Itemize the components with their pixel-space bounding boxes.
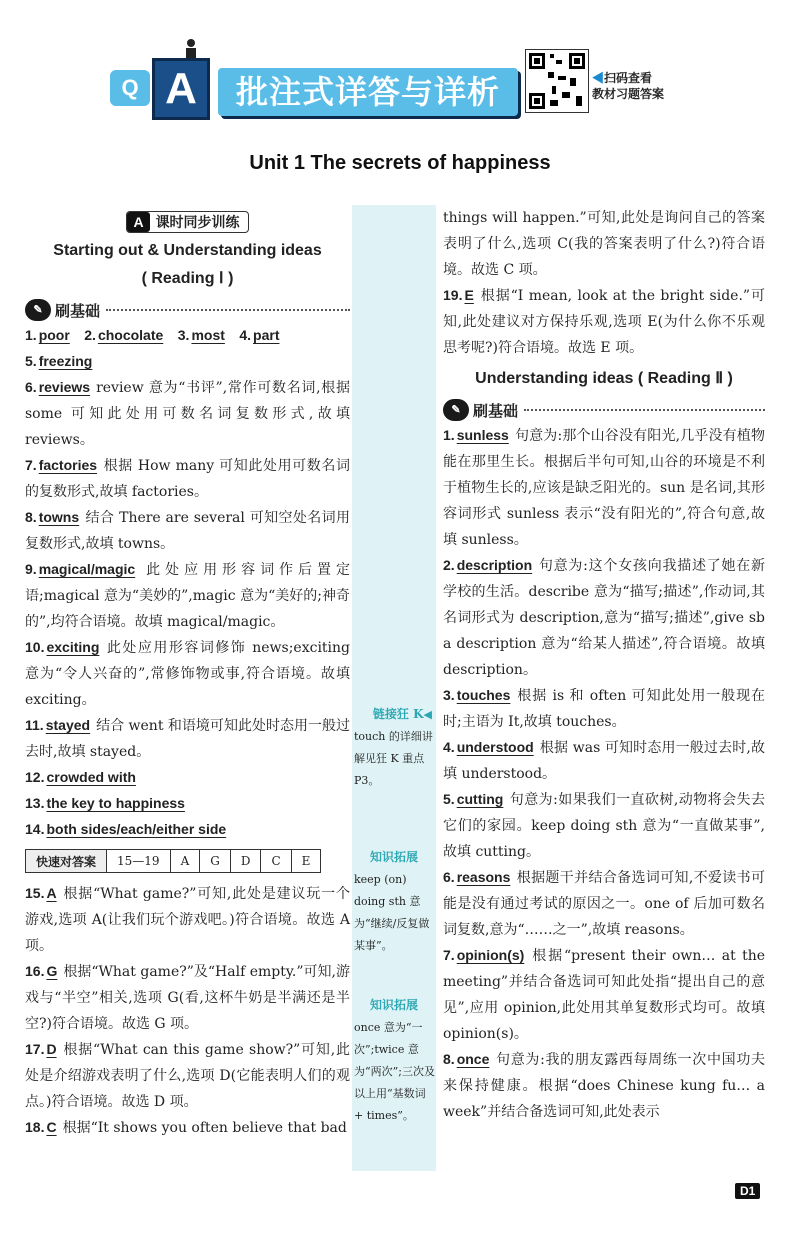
right-column xyxy=(443,205,765,1125)
left-column xyxy=(25,205,350,1141)
basics-header: ✎ 刷基础 xyxy=(25,299,350,321)
q-logo: Q xyxy=(110,70,150,106)
answer-item: 7. opinion(s) 根据“present their own… at the meeting”并结合备选词可知此处指“提出自己的意见”,应用 opinion,此处用其单复数形式均可。故填 opinion(s)。 xyxy=(443,947,765,1042)
unit-title: Unit 1 The secrets of happiness xyxy=(249,152,551,174)
item-18-continued: things will happen.”可知,此处是询问自己的答案表明了什么,选项 C(我的答案表明了什么?)符合语境。故选 C 项。 xyxy=(443,210,765,278)
answer-item: 13. the key to happiness xyxy=(25,795,185,811)
note-link-k: 链接狂 K◀ touch 的详细讲解见狂 K 重点 P3。 xyxy=(354,707,433,787)
answer-item: 5. freezing xyxy=(25,353,93,369)
arrow-icon: ◀ xyxy=(423,708,432,721)
header-banner xyxy=(110,46,520,122)
answer-item: 8. towns 结合 There are several 可知空处名词用复数形式,故填 towns。 xyxy=(25,509,350,552)
answer-item: 15. A 根据“What game?”可知,此处是建议玩一个游戏,选项 A(让我们玩个游戏吧。)符合语境。故选 A 项。 xyxy=(25,885,350,954)
answer-item: 9. magical/magic 此处应用形容词作后置定语;magical 意为“美妙的”,magic 意为“美好的;神奇的”,均符合语境。故填 magical/magic。 xyxy=(25,561,350,630)
answer-item: 5. cutting 句意为:如果我们一直砍树,动物将会失去它们的家园。keep doing sth 意为“一直做某事”,故填 cutting。 xyxy=(443,791,765,860)
brush-icon: ✎ xyxy=(25,299,51,321)
answer-item: 3. touches 根据 is 和 often 可知此处用一般现在时;主语为 It,故填 touches。 xyxy=(443,687,765,730)
scan-arrow-icon: ◀ xyxy=(592,71,605,85)
answer-item: 14. both sides/each/either side xyxy=(25,821,227,837)
answer-item: 4. understood 根据 was 可知时态用一般过去时,故填 understood。 xyxy=(443,739,765,782)
answer-item: 16. G 根据“What game?”及“Half empty.”可知,游戏与“半空”相关,选项 G(看,这杯牛奶是半满还是半空?)符合语境。故选 G 项。 xyxy=(25,963,350,1032)
qr-code-icon[interactable] xyxy=(525,49,589,113)
quick-answer-table: 快速对答案 15—19 A G D C E xyxy=(25,849,321,873)
section-title-reading-2: Understanding ideas ( Reading Ⅱ ) xyxy=(475,370,733,387)
answer-item: 18. C 根据“It shows you often believe that bad xyxy=(25,1119,347,1136)
note-extension-2: 知识拓展 once 意为“一次”;twice 意为“两次”;三次及以上用“基数词 + times”。 xyxy=(354,998,435,1122)
answer-item: 2. description 句意为:这个女孩向我描述了她在新学校的生活。describe 意为“描写;描述”,作动词,其名词形式为 description,意为“描写;描述”,give sb a description 意为“给某人描述”,符合语境。故填 description。 xyxy=(443,557,765,678)
answer-item: 17. D 根据“What can this game show?”可知,此处是介绍游戏表明了什么,选项 D(它能表明人们的观点。)符合语境。故选 D 项。 xyxy=(25,1041,350,1110)
banner-title: 批注式详答与详析 xyxy=(235,74,500,110)
answer-item: 11. stayed 结合 went 和语境可知此处时态用一般过去时,故填 stayed。 xyxy=(25,717,350,760)
answer-item: 12. crowded with xyxy=(25,769,136,785)
section-title: Starting out & Understanding ideas xyxy=(53,242,322,259)
basics-header-2: ✎ 刷基础 xyxy=(443,399,765,421)
section-badge: A 课时同步训练 xyxy=(25,211,350,233)
a-logo: A xyxy=(152,58,210,120)
section-subtitle: ( Reading Ⅰ ) xyxy=(141,270,234,287)
brush-icon: ✎ xyxy=(443,399,469,421)
page-number: D1 xyxy=(735,1183,760,1199)
answer-item: 6. reasons 根据题干并结合备选词可知,不爱读书可能是没有通过考试的原因之一。one of 后加可数名词复数,意为“……之一”,故填 reasons。 xyxy=(443,869,765,938)
answer-item: 7. factories 根据 How many 可知此处用可数名词的复数形式,故填 factories。 xyxy=(25,457,350,500)
qr-caption: ◀扫码查看 教材习题答案 xyxy=(592,71,665,101)
answer-item: 10. exciting 此处应用形容词修饰 news;exciting 意为“令人兴奋的”,常修饰物或事,符合语境。故填 exciting。 xyxy=(25,639,350,708)
a-icon: A xyxy=(127,212,149,232)
answer-item: 1. sunless 句意为:那个山谷没有阳光,几乎没有植物能在那里生长。根据后半句可知,山谷的环境是不利于植物生长的,应该是缺乏阳光的。sun 是名词,其形容词形式 sunless 表示“没有阳光的”,符合句意,故填 sunless。 xyxy=(443,427,765,548)
note-extension-1: 知识拓展 keep (on) doing sth 意为“继续/反复做某事”。 xyxy=(354,850,430,952)
answer-item: 8. once 句意为:我的朋友露西每周练一次中国功夫来保持健康。根据“does Chinese kung fu… a week”并结合备选词可知,此处表示 xyxy=(443,1051,765,1120)
answer-line: 1. poor 2. chocolate 3. most 4. part xyxy=(25,327,280,343)
answer-item: 19. E 根据“I mean, look at the bright side.”可知,此处建议对方保持乐观,选项 E(为什么你不乐观思考呢?)符合语境。故选 E 项。 xyxy=(443,287,765,356)
banner-title-bar xyxy=(218,68,518,116)
answer-item: 6. reviews review 意为“书评”,常作可数名词,根据 some 可知此处用可数名词复数形式,故填 reviews。 xyxy=(25,379,350,448)
